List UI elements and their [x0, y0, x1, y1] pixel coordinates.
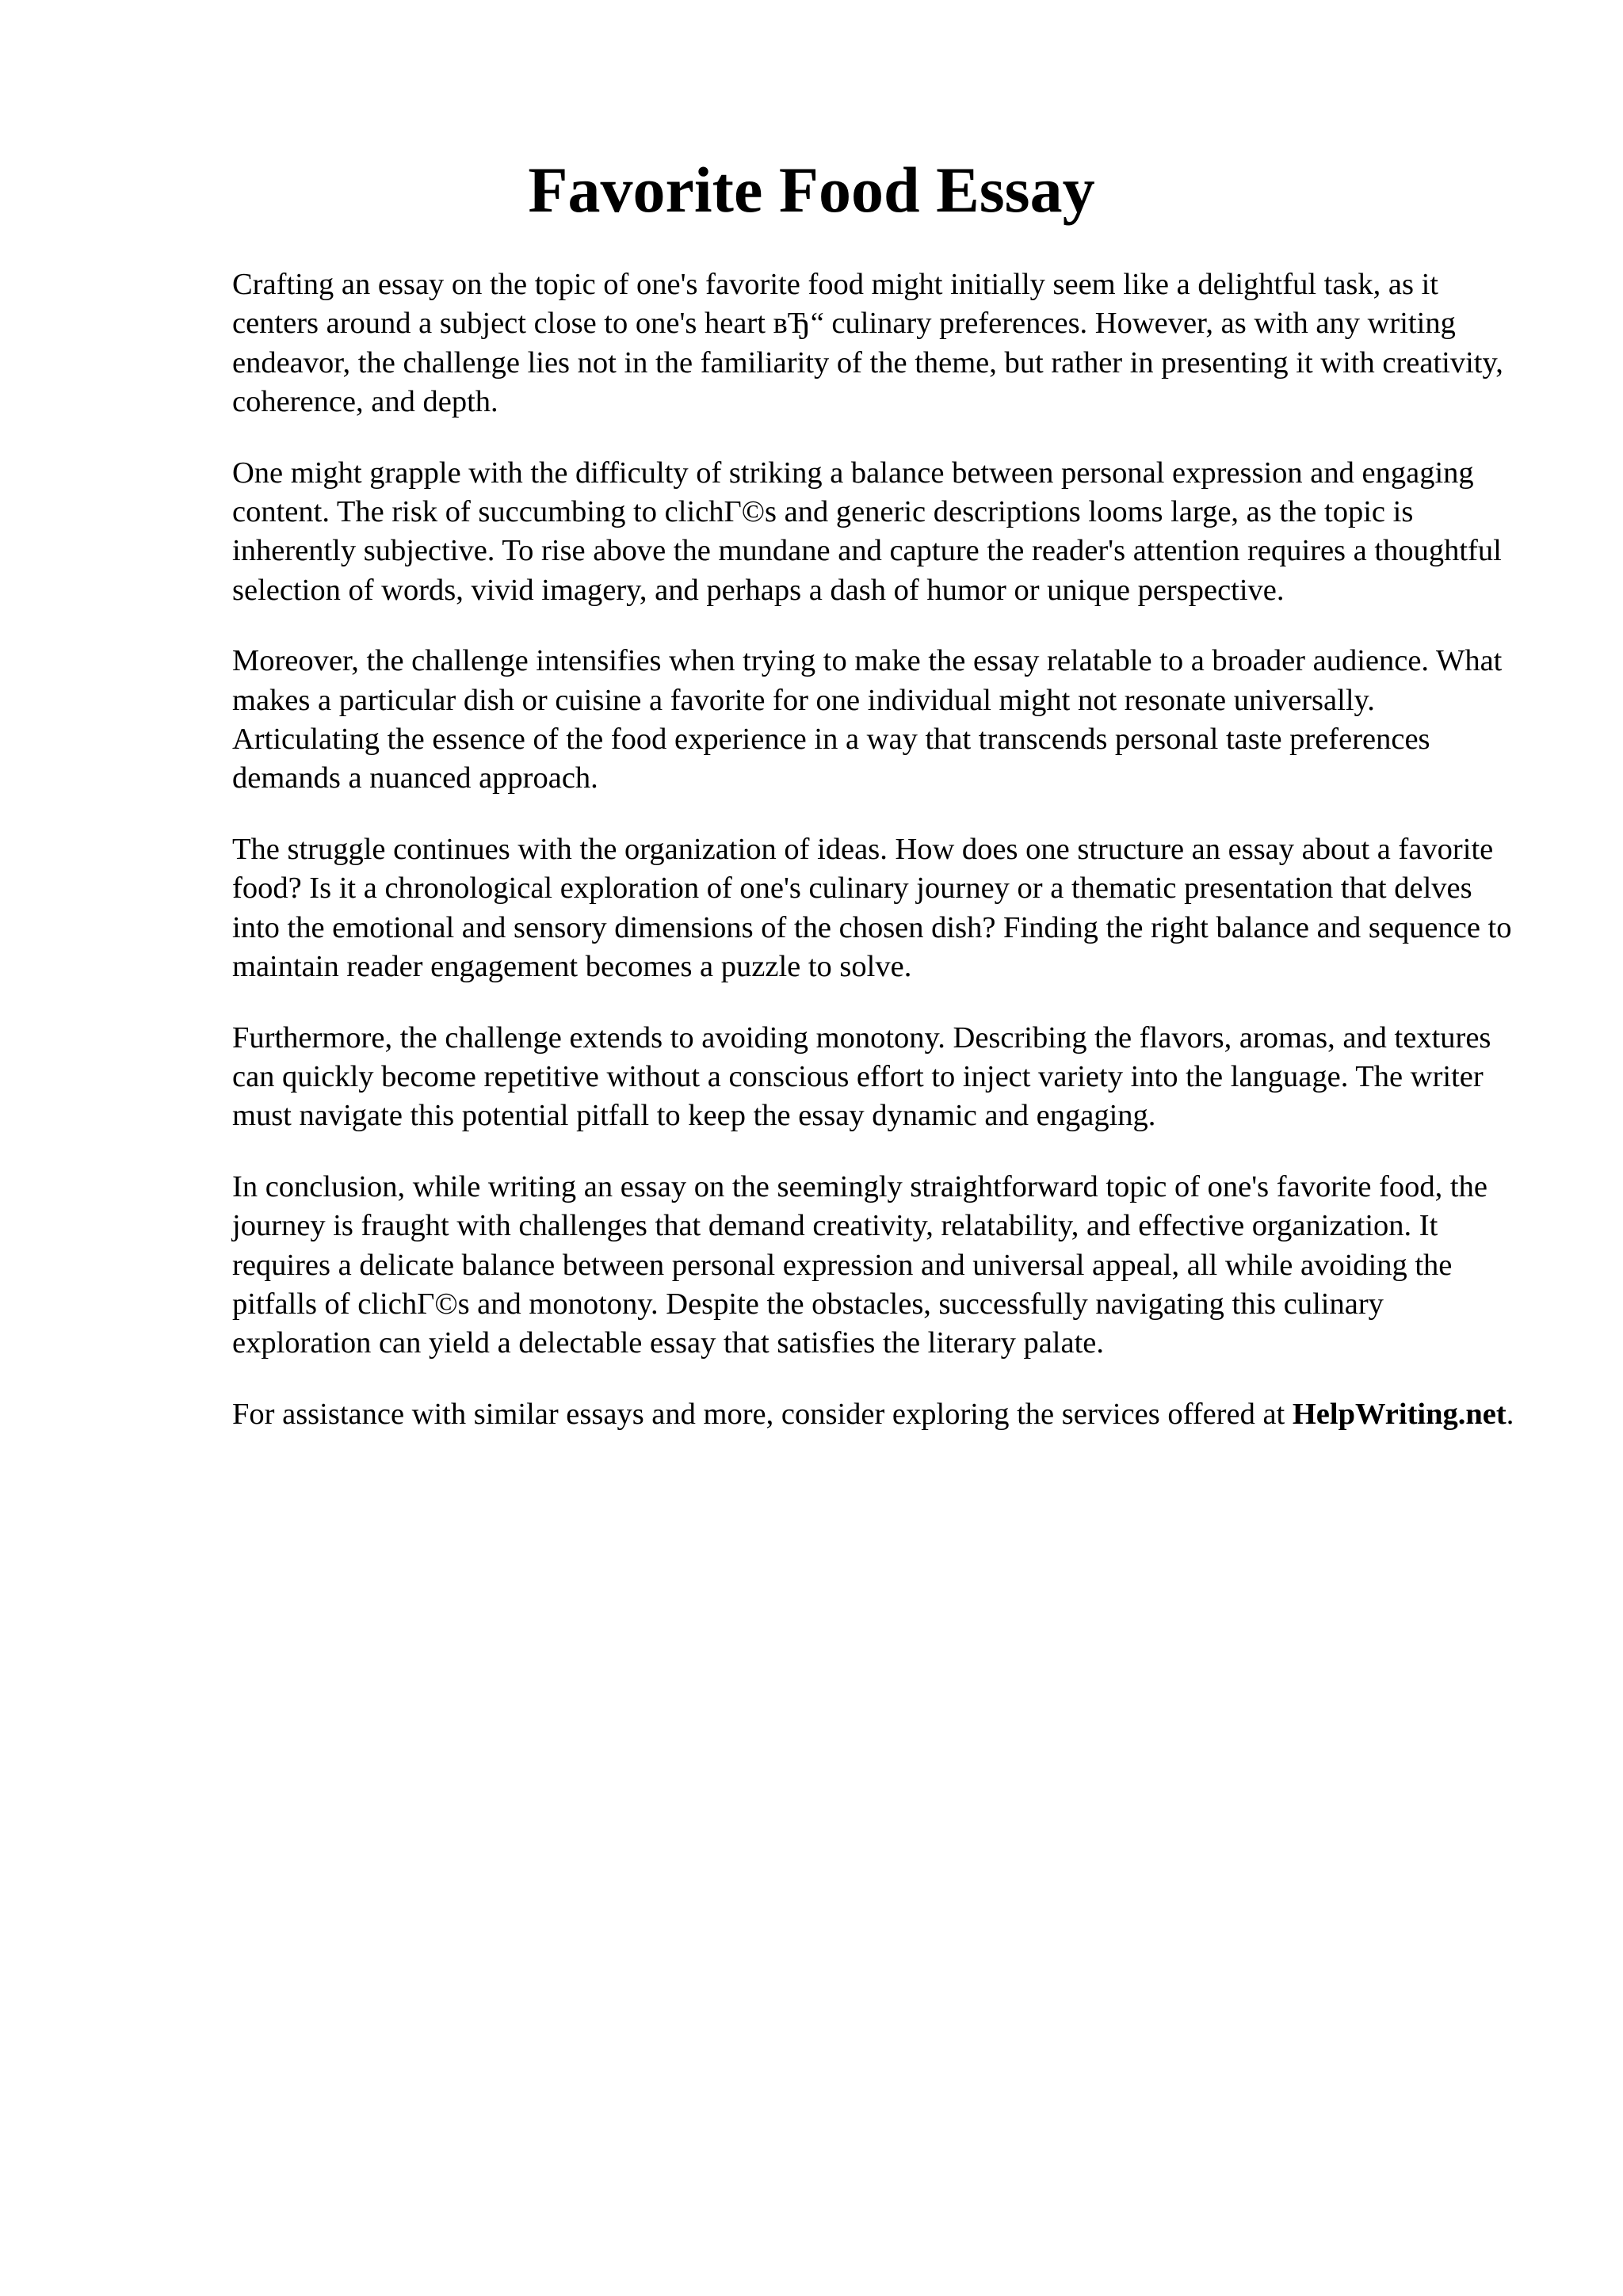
paragraph-4: The struggle continues with the organization of ideas. How does one structure an essay about a favorite food? Is it a chronological exploration of one's culinary journey or a thematic presentation that delves into the emotional and sensory dimensions of the chosen dish? Finding the right balance and sequence to maintain reader engagement becomes a puzzle to solve.	[232, 832, 1512, 984]
helpwriting-link[interactable]: HelpWriting.net	[1292, 1397, 1507, 1431]
closing-paragraph	[232, 1395, 1516, 1434]
paragraph-1: Crafting an essay on the topic of one's favorite food might initially seem like a delightful task, as it centers around a subject close to one's heart вЂ“ culinary preferences. However, as with any writing endeavor, the challenge lies not in the familiarity of the theme, but rather in presenting it with creativity, coherence, and depth.	[232, 268, 1503, 419]
document-title: Favorite Food Essay	[528, 154, 1095, 226]
paragraph-6: In conclusion, while writing an essay on the seemingly straightforward topic of one's favorite food, the journey is fraught with challenges that demand creativity, relatability, and effective organization. It requires a delicate balance between personal expression and universal appeal, all while avoiding the pitfalls of clichГ©s and monotony. Despite the obstacles, successfully navigating this culinary exploration can yield a delectable essay that satisfies the literary palate.	[232, 1169, 1487, 1360]
closing-period: .	[1506, 1397, 1514, 1431]
closing-text: For assistance with similar essays and more, consider exploring the services offered at	[232, 1397, 1285, 1431]
paragraph-2: One might grapple with the difficulty of striking a balance between personal expression and engaging content. The risk of succumbing to clichГ©s and generic descriptions looms large, as the topic is inherently subjective. To rise above the mundane and capture the reader's attention requires a thoughtful selection of words, vivid imagery, and perhaps a dash of humor or unique perspective.	[232, 456, 1502, 607]
paragraph-3: Moreover, the challenge intensifies when trying to make the essay relatable to a broader audience. What makes a particular dish or cuisine a favorite for one individual might not resonate universally. Articulating the essence of the food experience in a way that transcends personal taste preferences demands a nuanced approach.	[232, 644, 1503, 795]
paragraph-5: Furthermore, the challenge extends to avoiding monotony. Describing the flavors, aromas, and textures can quickly become repetitive without a conscious effort to inject variety into the language. The writer must navigate this potential pitfall to keep the essay dynamic and engaging.	[232, 1020, 1491, 1133]
document-body	[232, 265, 1516, 1466]
